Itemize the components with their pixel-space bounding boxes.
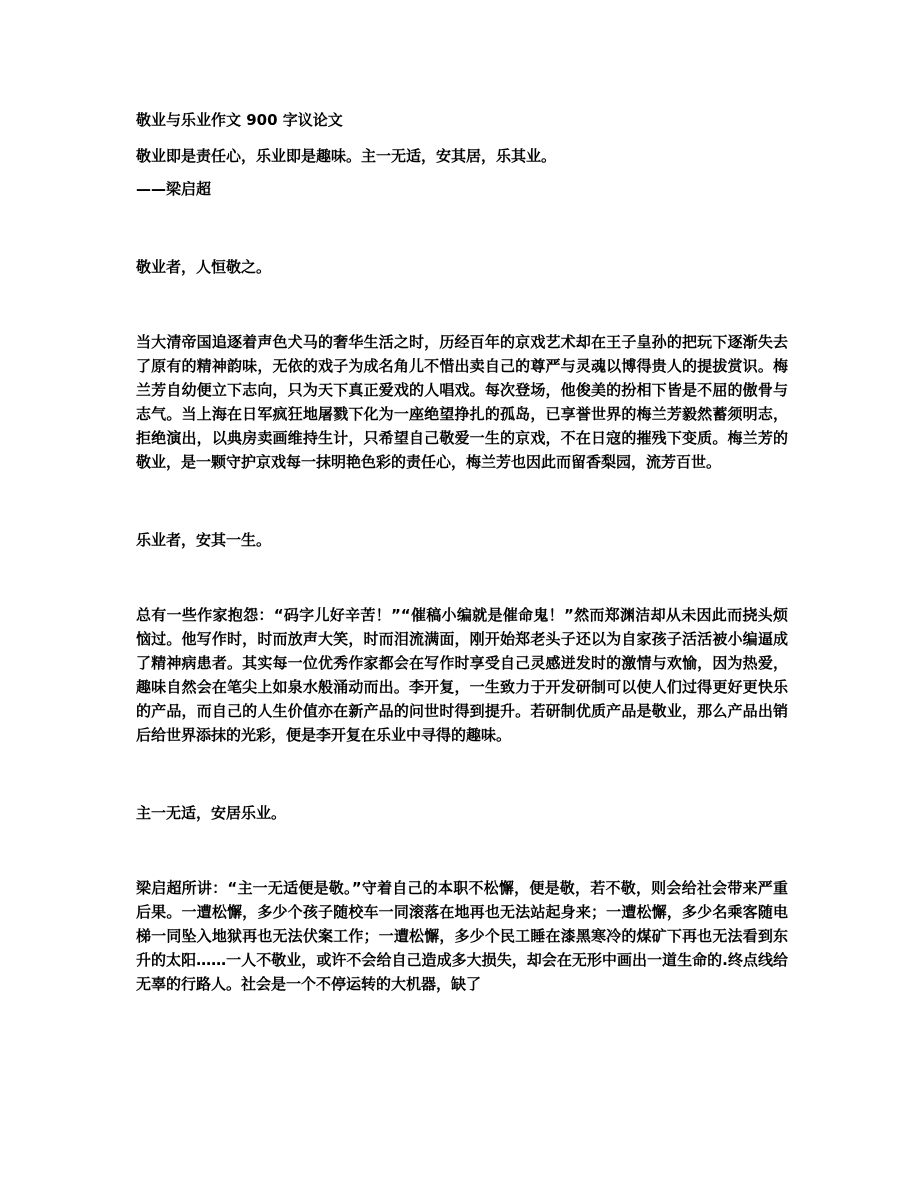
section-heading-joy: 乐业者，安其一生。 bbox=[136, 531, 272, 549]
section-heading-focus: 主一无适，安居乐业。 bbox=[136, 804, 287, 822]
epigraph-author: ——梁启超 bbox=[136, 180, 212, 198]
section-heading-respect: 敬业者，人恒敬之。 bbox=[136, 258, 272, 276]
section-paragraph-focus: 梁启超所讲：“主一无适便是敬。”守着自己的本职不松懈，便是敬，若不敬，则会给社会带来严重后果。一遭松懈，多少个孩子随校车一同滚落在地再也无法站起身来；一遭松懈，多少名乘客随电梯一同坠入地狱再也无法伏案工作；一遭松懈，多少个民工睡在漆黑寒冷的煤矿下再也无法看到东升的太阳……一人不敬业，或许不会给自己造成多大损失，却会在无形中画出一道生命的.终点线给无辜的行路人。社会是一个不停运转的大机器，缺了 bbox=[136, 879, 788, 993]
section-paragraph-respect: 当大清帝国追逐着声色犬马的奢华生活之时，历经百年的京戏艺术却在王子皇孙的把玩下逐渐失去了原有的精神韵味，无依的戏子为成名角儿不惜出卖自己的尊严与灵魂以博得贵人的提拔赏识。梅兰芳自幼便立下志向，只为天下真正爱戏的人唱戏。每次登场，他俊美的扮相下皆是不屈的傲骨与志气。当上海在日军疯狂地屠戮下化为一座绝望挣扎的孤岛，已享誉世界的梅兰芳毅然蓄须明志，拒绝演出，以典房卖画维持生计，只希望自己敬爱一生的京戏，不在日寇的摧残下变质。梅兰芳的敬业，是一颗守护京戏每一抹明艳色彩的责任心，梅兰芳也因此而留香梨园，流芳百世。 bbox=[136, 333, 788, 471]
section-paragraph-joy: 总有一些作家抱怨：“码字儿好辛苦！”“催稿小编就是催命鬼！”然而郑渊洁却从未因此而挠头烦恼过。他写作时，时而放声大笑，时而泪流满面，刚开始郑老头子还以为自家孩子活活被小编逼成了精神病患者。其实每一位优秀作家都会在写作时享受自己灵感迸发时的激情与欢愉，因为热爱，趣味自然会在笔尖上如泉水般涌动而出。李开复，一生致力于开发研制可以使人们过得更好更快乐的产品，而自己的人生价值亦在新产品的问世时得到提升。若研制优质产品是敬业，那么产品出销后给世界添抹的光彩，便是李开复在乐业中寻得的趣味。 bbox=[136, 606, 788, 744]
document-title: 敬业与乐业作文 900 字议论文 bbox=[136, 111, 343, 129]
epigraph-quote: 敬业即是责任心，乐业即是趣味。主一无适，安其居，乐其业。 bbox=[136, 147, 557, 165]
document-body bbox=[136, 108, 788, 996]
